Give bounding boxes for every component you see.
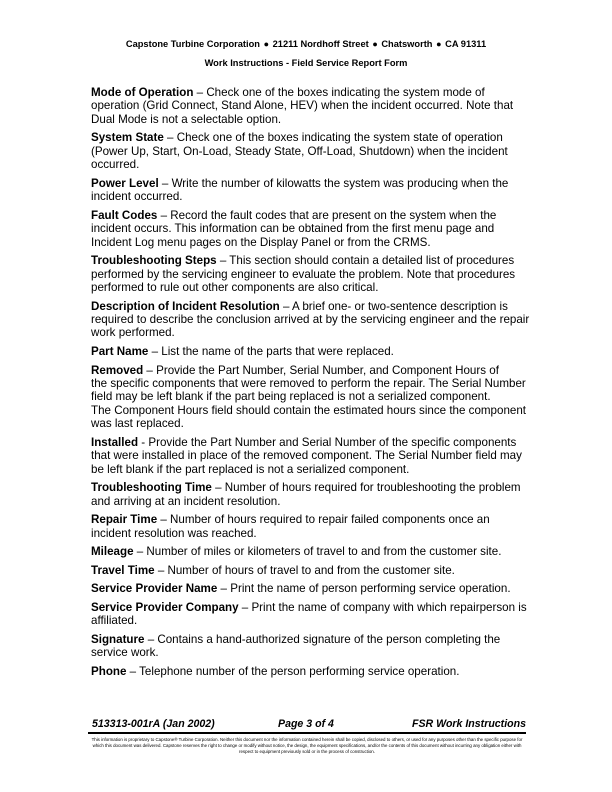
instruction-line xyxy=(91,345,531,358)
field-description: Number of miles or kilometers of travel to and from the customer site. xyxy=(146,545,502,559)
field-description: Write the number of kilowatts the system was producing when the xyxy=(171,176,509,190)
street-address: 21211 Nordhoff Street xyxy=(272,39,369,49)
field-description: incident resolution was reached. xyxy=(91,526,257,540)
field-description: Number of hours of travel to and from the customer site. xyxy=(167,563,455,577)
field-description: service work. xyxy=(91,646,159,660)
instruction-line xyxy=(91,99,531,112)
instruction-item xyxy=(91,582,531,595)
field-description: Number of hours required to repair failed components once an xyxy=(170,513,490,527)
term-separator: – xyxy=(133,545,147,559)
field-description: Provide the Part Number, Serial Number, and Component Hours of xyxy=(156,363,499,377)
instruction-line xyxy=(91,582,531,595)
field-term: Signature xyxy=(91,633,145,647)
page-number: Page 3 of 4 xyxy=(278,718,334,730)
term-separator: – xyxy=(158,176,172,190)
field-description: work performed. xyxy=(91,326,175,340)
field-term: System State xyxy=(91,131,164,145)
field-term: Troubleshooting Time xyxy=(91,481,212,495)
field-description: occurred. xyxy=(91,158,140,172)
instruction-line xyxy=(91,463,531,476)
instruction-item xyxy=(91,545,531,558)
field-description: Print the name of person performing service operation. xyxy=(230,582,511,596)
instruction-item xyxy=(91,177,531,204)
instruction-line xyxy=(91,495,531,508)
field-description: Number of hours required for troubleshooting the problem xyxy=(224,481,521,495)
field-description: field may be left blank if the part being replaced is not a serialized component. xyxy=(91,390,491,404)
term-separator: – xyxy=(238,601,252,615)
term-separator: – xyxy=(193,86,207,99)
field-term: Description of Incident Resolution xyxy=(91,299,280,313)
instruction-line xyxy=(91,281,531,294)
instruction-item xyxy=(91,436,531,476)
proprietary-notice: This information is proprietary to Capstone® Turbine Corporation. Neither this document nor the information contained herein shall be copied, disclosed to others, or used for any purposes other than the specific purpose for which this document was delivered. Capstone reserves the right to change or modify without notice, the design, the equipment specifications, and/or the contents of this document without incurring any obligation either with respect to equipment previously sold or in the process of construction. xyxy=(91,737,523,754)
instruction-line xyxy=(91,268,531,281)
page-header xyxy=(0,38,612,69)
document-number: 513313-001rA (Jan 2002) xyxy=(92,718,215,730)
instruction-line xyxy=(91,545,531,558)
instruction-line xyxy=(91,527,531,540)
field-description: was last replaced. xyxy=(91,417,184,431)
instruction-line xyxy=(91,254,531,267)
field-description: incident occurs. This information can be obtained from the first menu page and xyxy=(91,222,495,236)
field-description: required to describe the conclusion arrived at by the servicing engineer and the repair xyxy=(91,313,530,327)
instruction-line xyxy=(91,377,531,390)
field-description: Telephone number of the person performing service operation. xyxy=(139,665,460,679)
bullet-separator: ● xyxy=(263,39,270,49)
field-description: Provide the Part Number and Serial Number of the specific components xyxy=(148,435,517,449)
instruction-line xyxy=(91,564,531,577)
instruction-line xyxy=(91,113,531,126)
state-zip: CA 91311 xyxy=(445,39,487,49)
company-name: Capstone Turbine Corporation xyxy=(125,39,260,49)
field-term: Fault Codes xyxy=(91,208,158,222)
term-separator: – xyxy=(143,363,157,377)
instruction-line xyxy=(91,300,531,313)
instruction-item xyxy=(91,601,531,628)
instruction-item xyxy=(91,481,531,508)
instruction-line xyxy=(91,390,531,403)
field-description: the specific components that were removed to perform the repair. The Serial Number xyxy=(91,377,526,391)
field-description: This section should contain a detailed list of procedures xyxy=(229,254,515,268)
bullet-separator: ● xyxy=(372,39,378,49)
instruction-line xyxy=(91,646,531,659)
instruction-line xyxy=(91,481,531,494)
instruction-item xyxy=(91,131,531,171)
instruction-line xyxy=(91,364,531,377)
field-description: (Power Up, Start, On-Load, Steady State, Off-Load, Shutdown) when the incident xyxy=(91,144,508,158)
field-description: Print the name of company with which repairperson is xyxy=(251,601,527,615)
instruction-item xyxy=(91,665,531,678)
field-description: operation (Grid Connect, Stand Alone, HEV) when the incident occurred. Note that xyxy=(91,99,514,113)
instructions-body xyxy=(91,86,531,684)
instruction-line xyxy=(91,417,531,430)
instruction-line xyxy=(91,190,531,203)
term-separator: – xyxy=(157,208,171,222)
bullet-separator: ● xyxy=(436,39,442,49)
term-separator: – xyxy=(216,254,230,268)
field-term: Part Name xyxy=(91,345,149,359)
instruction-line xyxy=(91,177,531,190)
instruction-line xyxy=(91,404,531,417)
page-footer xyxy=(88,718,526,755)
instruction-item xyxy=(91,254,531,294)
field-term: Troubleshooting Steps xyxy=(91,254,217,268)
instruction-line xyxy=(91,131,531,144)
term-separator: – xyxy=(279,299,292,313)
field-description: affiliated. xyxy=(91,614,138,628)
term-separator: – xyxy=(126,665,140,679)
instruction-line xyxy=(91,236,531,249)
instruction-item xyxy=(91,633,531,660)
field-term: Installed xyxy=(91,435,139,449)
field-description: Incident Log menu pages on the Display Panel or from the CRMS. xyxy=(91,235,431,249)
field-term: Phone xyxy=(91,665,127,679)
instruction-line xyxy=(91,222,531,235)
instruction-line xyxy=(91,313,531,326)
instruction-item xyxy=(91,86,531,126)
instruction-line xyxy=(91,633,531,646)
instruction-line xyxy=(91,326,531,339)
term-separator: – xyxy=(163,131,177,145)
term-separator: – xyxy=(217,582,231,596)
instruction-item xyxy=(91,209,531,249)
instruction-item xyxy=(91,300,531,340)
field-description: Contains a hand-authorized signature of the person completing the xyxy=(157,633,501,647)
field-description: Record the fault codes that are present on the system when the xyxy=(170,208,497,222)
term-separator: – xyxy=(154,563,168,577)
document-subtitle: Work Instructions - Field Service Report Form xyxy=(204,58,408,68)
field-description: performed by the servicing engineer to evaluate the problem. Note that procedures xyxy=(91,267,516,281)
field-term: Removed xyxy=(91,363,144,377)
instruction-line xyxy=(91,209,531,222)
field-term: Mode of Operation xyxy=(91,86,194,99)
field-description: Check one of the boxes indicating the system state of operation xyxy=(176,131,503,145)
term-separator: – xyxy=(144,633,158,647)
field-description: performed to rule out other components are also critical. xyxy=(91,281,379,295)
field-term: Service Provider Name xyxy=(91,582,218,596)
field-term: Power Level xyxy=(91,176,159,190)
field-description: Check one of the boxes indicating the system mode of xyxy=(206,86,485,99)
term-separator: - xyxy=(138,435,149,449)
term-separator: – xyxy=(211,481,225,495)
instruction-line xyxy=(91,436,531,449)
field-term: Mileage xyxy=(91,545,134,559)
instruction-line xyxy=(91,513,531,526)
footer-bar xyxy=(88,718,526,734)
field-description: incident occurred. xyxy=(91,190,183,204)
instruction-item xyxy=(91,345,531,358)
instruction-line xyxy=(91,86,531,99)
instruction-line xyxy=(91,601,531,614)
term-separator: – xyxy=(157,513,171,527)
instruction-item xyxy=(91,364,531,431)
field-description: and arriving at an incident resolution. xyxy=(91,494,281,508)
field-description: be left blank if the part replaced is not a serialized component. xyxy=(91,462,410,476)
instruction-line xyxy=(91,614,531,627)
footer-section-title: FSR Work Instructions xyxy=(412,718,526,730)
instruction-item xyxy=(91,564,531,577)
field-description: A brief one- or two-sentence description is xyxy=(292,299,508,313)
instruction-line xyxy=(91,158,531,171)
field-term: Travel Time xyxy=(91,563,155,577)
city: Chatsworth xyxy=(381,39,433,49)
term-separator: – xyxy=(148,345,162,359)
field-term: Service Provider Company xyxy=(91,601,239,615)
field-description: List the name of the parts that were replaced. xyxy=(161,345,394,359)
field-description: that were installed in place of the removed component. The Serial Number field may xyxy=(91,449,522,463)
instruction-line xyxy=(91,665,531,678)
instruction-item xyxy=(91,513,531,540)
field-term: Repair Time xyxy=(91,513,158,527)
instruction-line xyxy=(91,145,531,158)
field-description: The Component Hours field should contain the estimated hours since the component xyxy=(91,403,527,417)
company-address-line xyxy=(0,38,612,50)
field-description: Dual Mode is not a selectable option. xyxy=(91,112,282,126)
instruction-line xyxy=(91,449,531,462)
